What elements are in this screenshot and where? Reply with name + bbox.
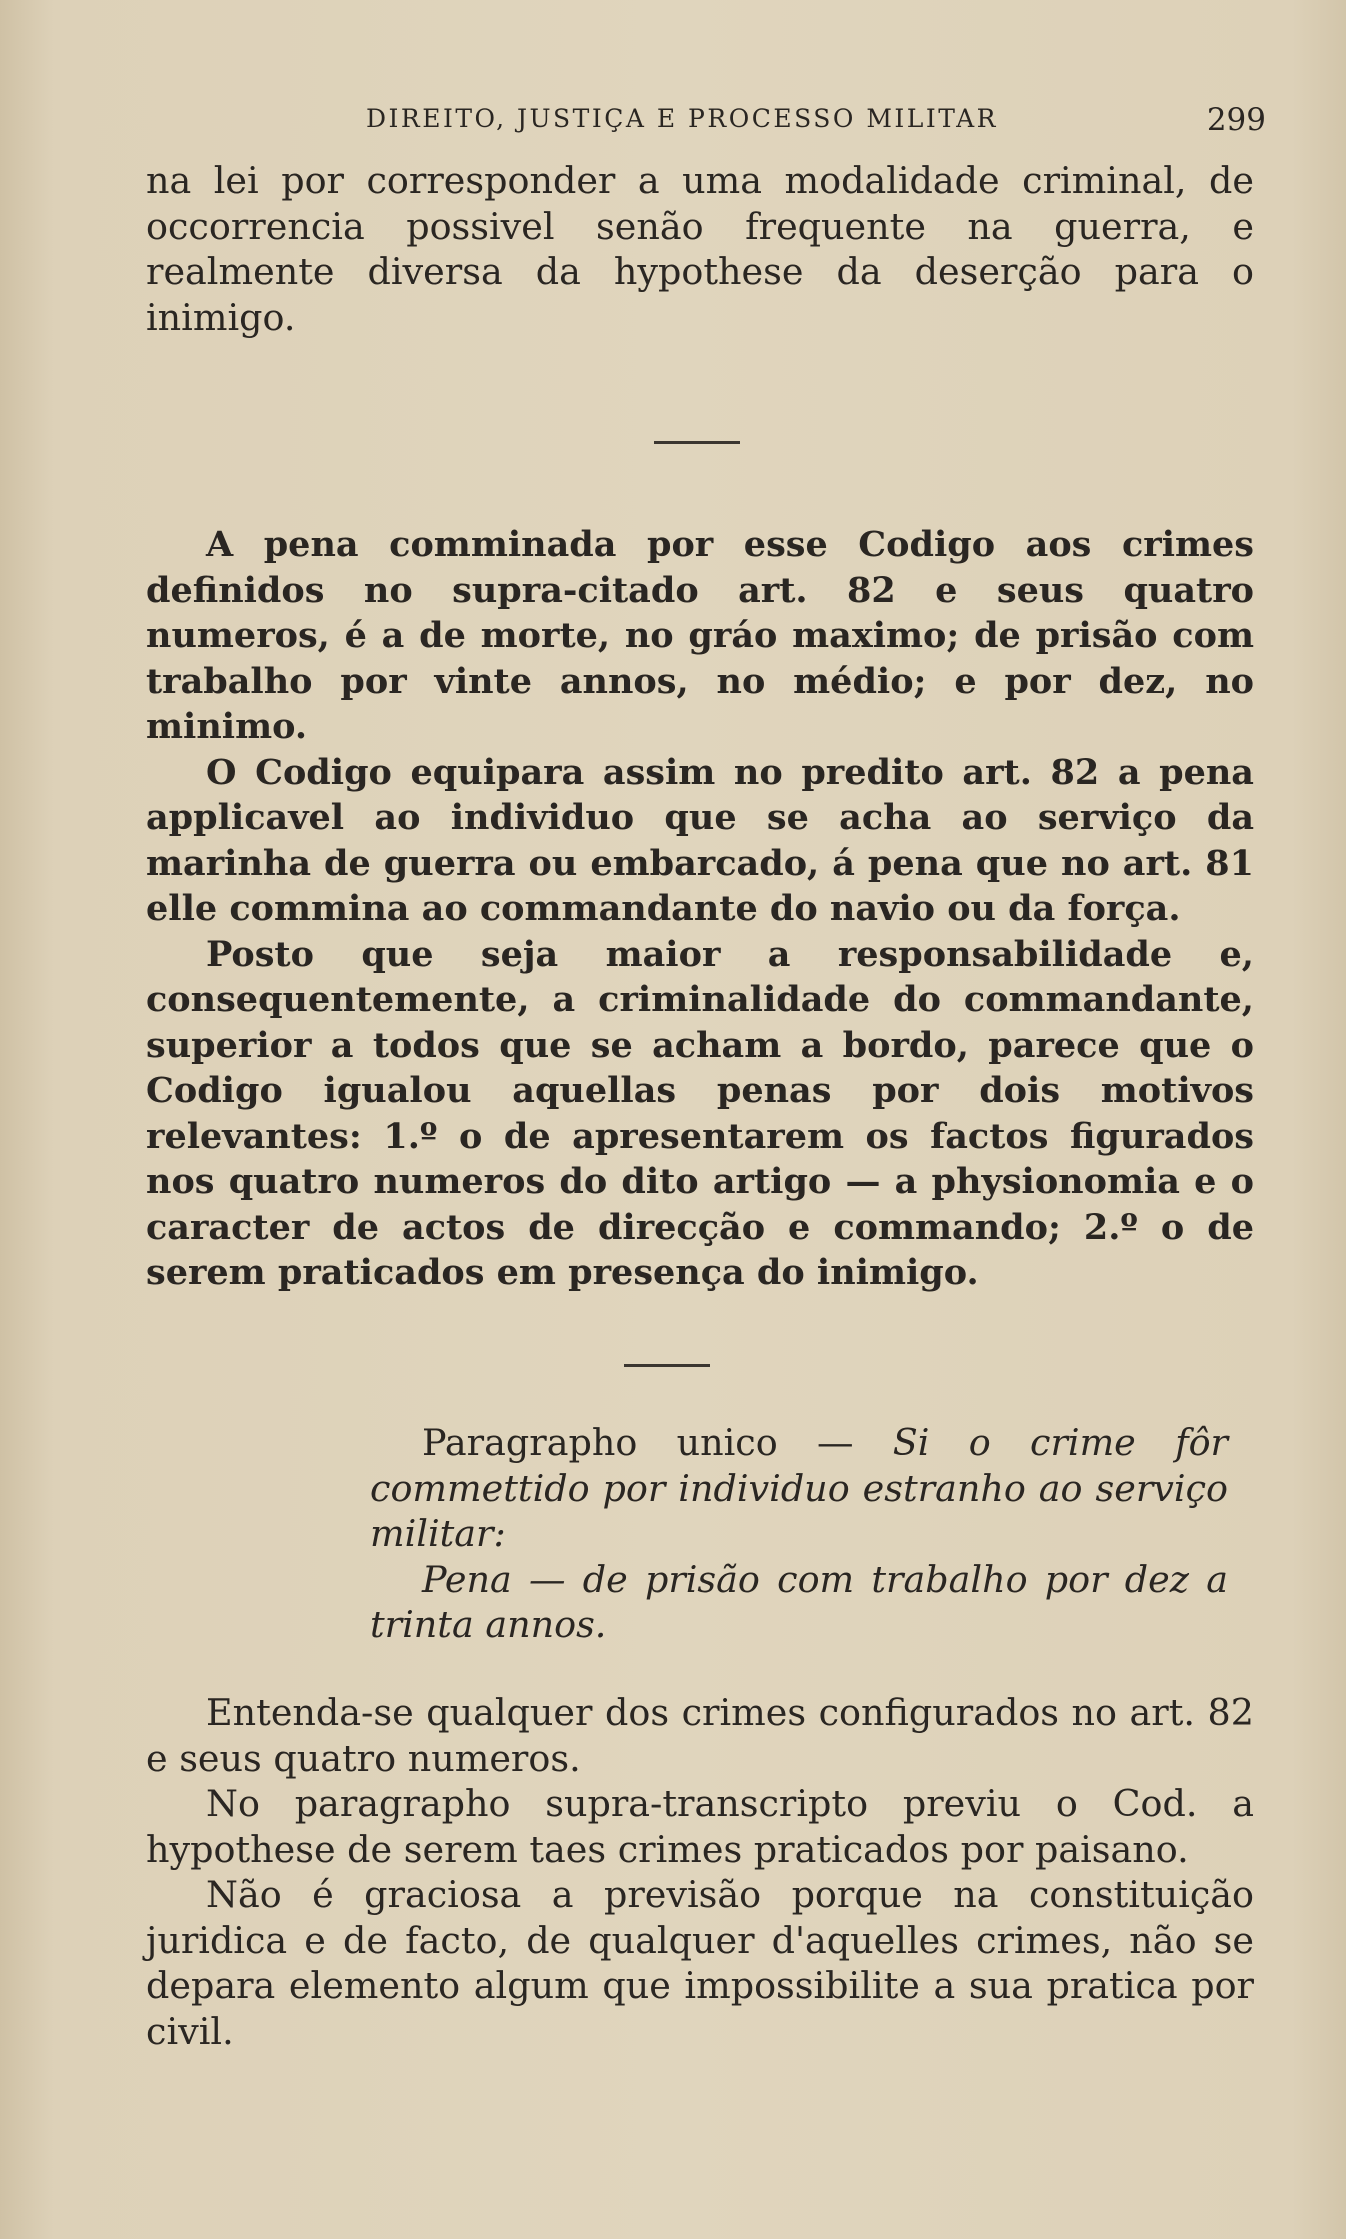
paragraph: Posto que seja maior a responsabilidade e, consequentemente, a criminalidade do commandante, superior a todos que se acham a bordo, parece que o Codigo igualou aquellas penas por dois motivos relevantes: 1.º o de apresentarem os factos figurados nos quatro numeros do dito artigo — a physionomia e o caracter de actos de direcção e commando; 2.º o de serem praticados em presença do inimigo. bbox=[146, 933, 1254, 1293]
paragraph-block-3 bbox=[146, 1690, 1254, 2054]
paragraph: A pena comminada por esse Codigo aos crimes definidos no supra-citado art. 82 e seus quatro numeros, é a de morte, no gráo maximo; de prisão com trabalho por vinte annos, no médio; e por dez, no minimo. bbox=[146, 524, 1254, 747]
section-divider bbox=[654, 441, 740, 444]
law-label: Paragrapho unico — bbox=[422, 1421, 893, 1464]
law-text: Si o crime fôr commettido por individuo estranho ao serviço militar: bbox=[370, 1421, 1228, 1555]
law-penalty: Pena — de prisão com trabalho por dez a trinta annos. bbox=[370, 1557, 1228, 1646]
page-number: 299 bbox=[1206, 102, 1266, 138]
paragraph: Entenda-se qualquer dos crimes configurados no art. 82 e seus quatro numeros. bbox=[146, 1691, 1254, 1780]
paragraph-block-2 bbox=[146, 522, 1254, 1296]
paragraph: No paragrapho supra-transcripto previu o Cod. a hypothese de serem taes crimes praticados por paisano. bbox=[146, 1782, 1254, 1871]
paragraph: na lei por corresponder a uma modalidade criminal, de occorrencia possivel senão frequente na guerra, e realmente diversa da hypothese da deserção para o inimigo. bbox=[146, 159, 1254, 339]
section-divider bbox=[624, 1364, 710, 1367]
running-title: DIREITO, JUSTIÇA E PROCESSO MILITAR bbox=[366, 104, 998, 133]
page-header bbox=[140, 96, 1266, 146]
law-paragraph bbox=[370, 1420, 1228, 1557]
paragraph: Não é graciosa a previsão porque na constituição juridica e de facto, de qualquer d'aquelles crimes, não se depara elemento algum que impossibilite a sua pratica por civil. bbox=[146, 1873, 1254, 2053]
paragraph: O Codigo equipara assim no predito art. 82 a pena applicavel ao individuo que se acha ao serviço da marinha de guerra ou embarcado, á pena que no art. 81 elle commina ao commandante do navio ou da força. bbox=[146, 751, 1254, 929]
law-excerpt bbox=[370, 1420, 1228, 1648]
paragraph-block-1 bbox=[146, 158, 1254, 340]
